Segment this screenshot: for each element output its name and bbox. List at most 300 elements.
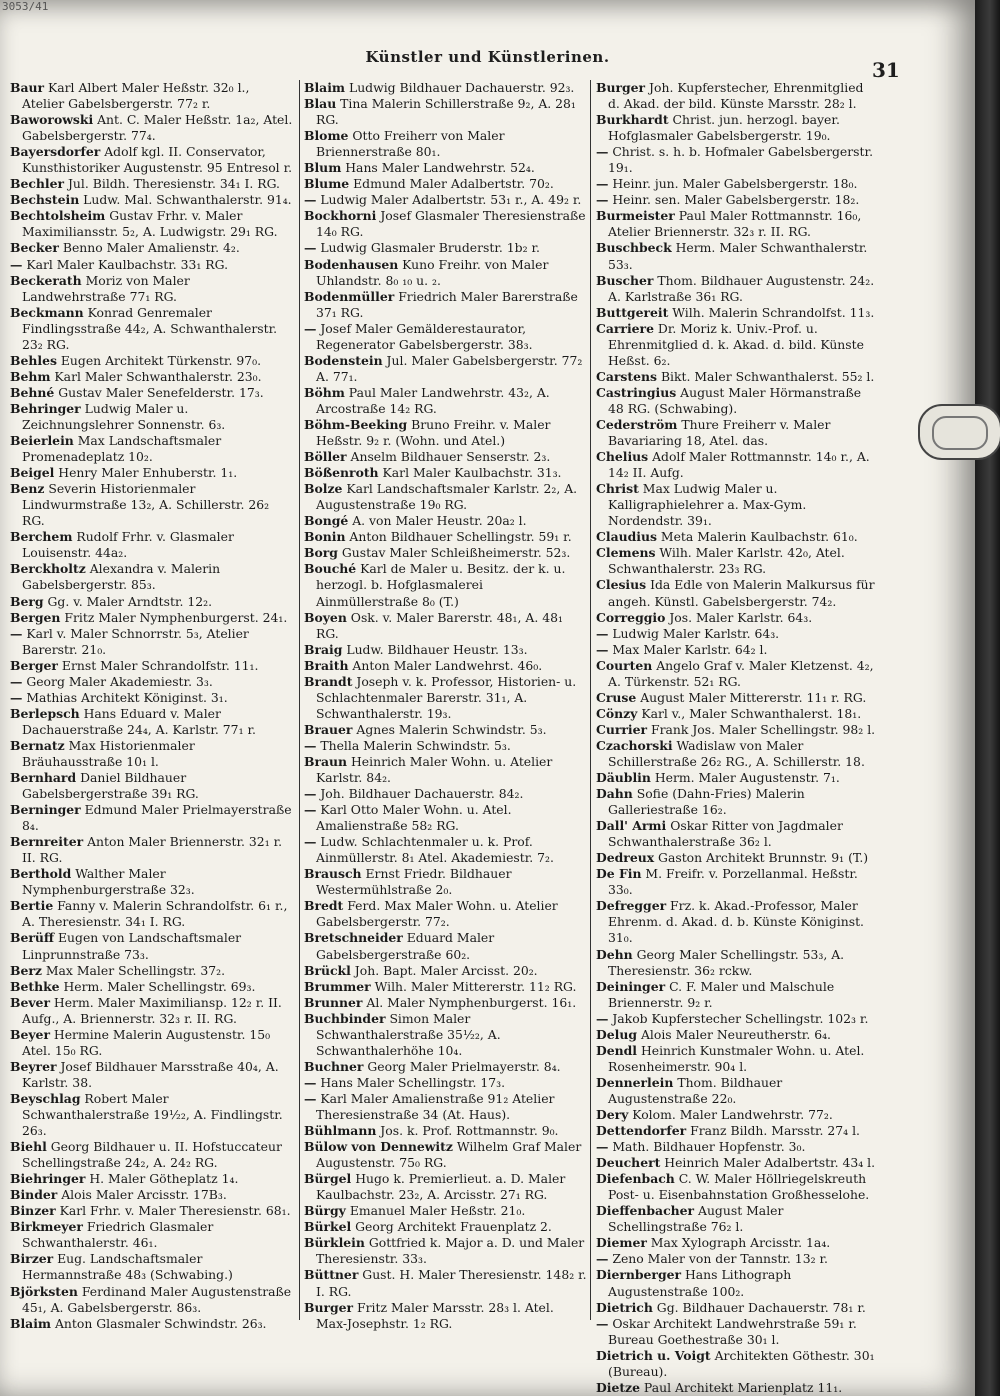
entry-details: Gustav Maler Senefelderstr. 17₃. — [54, 384, 264, 400]
entry-details: Joh. Kupferstecher, Ehrenmitglied d. Akad. der bild. Künste Marsstr. 28₂ l. — [608, 80, 864, 112]
entry-name: Buchbinder — [304, 1010, 386, 1026]
directory-entry — [596, 610, 879, 626]
directory-entry — [596, 273, 879, 305]
directory-entry — [596, 1043, 879, 1075]
directory-entry — [304, 1219, 587, 1235]
directory-entry — [596, 305, 879, 321]
entry-name: Claudius — [596, 529, 657, 545]
directory-entry — [10, 770, 293, 802]
directory-entry — [596, 658, 879, 690]
entry-details: Al. Maler Nymphenburgerst. 16₁. — [362, 994, 577, 1010]
entry-name: Benz — [10, 481, 45, 497]
entry-name: Behm — [10, 368, 51, 384]
entry-name: Blau — [304, 96, 337, 112]
entry-details: Ludw. Bildhauer Heustr. 13₃. — [342, 641, 528, 657]
entry-details: Anton Maler Briennerstr. 32₁ r. II. RG. — [22, 834, 283, 866]
directory-entry — [596, 1075, 879, 1107]
column-divider — [590, 80, 591, 1320]
entry-details: Paul Maler Rottmannstr. 16₀, Atelier Briennerstr. 32₃ r. II. RG. — [608, 208, 862, 240]
directory-entry — [10, 658, 293, 674]
entry-name: Carstens — [596, 368, 657, 384]
directory-entry — [596, 1155, 879, 1171]
directory-entry — [596, 529, 879, 545]
directory-entry — [596, 706, 879, 722]
entry-name: Böhm — [304, 384, 345, 400]
entry-name: — — [10, 673, 23, 689]
entry-name: Bockhorni — [304, 208, 377, 224]
entry-details: Ant. C. Maler Heßstr. 1a₂, Atel. Gabelsbergerstr. 77₄. — [22, 112, 293, 144]
directory-entry — [596, 1316, 879, 1348]
entry-details: Ferd. Max Maler Wohn. u. Atelier Gabelsbergerstr. 77₂. — [316, 898, 558, 930]
entry-name: — — [304, 786, 317, 802]
directory-entry — [596, 192, 879, 208]
entry-name: Bechtolsheim — [10, 208, 106, 224]
directory-entry — [596, 449, 879, 481]
entry-details: Hans Lithograph Augustenstraße 100₂. — [608, 1267, 792, 1299]
entry-details: Wilhelm Graf Maler Augustenstr. 75₀ RG. — [316, 1139, 582, 1171]
entry-name: Becker — [10, 240, 59, 256]
entry-name: Berthold — [10, 866, 72, 882]
directory-entry — [304, 979, 587, 995]
column-2 — [304, 80, 587, 1332]
entry-name: Deuchert — [596, 1155, 661, 1171]
entry-name: Dall' Armi — [596, 818, 667, 834]
directory-entry — [596, 369, 879, 385]
entry-details: Otto Freiherr von Maler Briennerstraße 80₁. — [316, 128, 505, 160]
entry-details: Heinr. sen. Maler Gabelsbergerstr. 18₂. — [608, 192, 860, 208]
entry-details: Gg. v. Maler Arndtstr. 12₂. — [43, 593, 213, 609]
entry-details: Henry Maler Enhuberstr. 1₁. — [54, 465, 238, 481]
entry-name: Correggio — [596, 609, 666, 625]
entry-details: August Maler Mittererstr. 11₁ r. RG. — [636, 689, 867, 705]
entry-details: Ferdinand Maler Augustenstraße 45₁, A. Gabelsbergerstr. 86₃. — [22, 1283, 292, 1315]
directory-entry — [596, 112, 879, 144]
entry-details: Anton Glasmaler Schwindstr. 26₃. — [51, 1315, 267, 1331]
directory-entry — [596, 1107, 879, 1123]
directory-entry — [10, 257, 293, 273]
directory-entry — [304, 1171, 587, 1203]
directory-entry — [10, 802, 293, 834]
entry-details: Agnes Malerin Schwindstr. 5₃. — [352, 721, 547, 737]
entry-name: Blume — [304, 176, 350, 192]
directory-entry — [304, 353, 587, 385]
entry-name: Bredt — [304, 898, 344, 914]
directory-entry — [596, 947, 879, 979]
entry-name: Bülow von Dennewitz — [304, 1139, 453, 1155]
entry-name: — — [304, 1074, 317, 1090]
directory-entry — [10, 144, 293, 176]
directory-entry — [10, 529, 293, 561]
directory-entry — [304, 802, 587, 834]
directory-entry — [10, 1203, 293, 1219]
directory-entry — [304, 786, 587, 802]
entry-details: Herm. Maler Schellingstr. 69₃. — [59, 978, 256, 994]
entry-details: Eug. Landschaftsmaler Hermannstraße 48₃ (Schwabing.) — [22, 1251, 233, 1283]
entry-name: Bayersdorfer — [10, 144, 101, 160]
directory-entry — [596, 545, 879, 577]
entry-details: Karl v., Maler Schwanthalerst. 18₁. — [637, 705, 862, 721]
directory-entry — [304, 289, 587, 321]
entry-details: Georg Architekt Frauenplatz 2. — [351, 1219, 552, 1235]
entry-details: Karl Maler Kaulbachstr. 31₃. — [378, 465, 562, 481]
entry-name: Berchem — [10, 529, 73, 545]
entry-name: Berger — [10, 657, 58, 673]
entry-details: Edmund Maler Adalbertstr. 70₂. — [349, 176, 554, 192]
directory-entry — [596, 722, 879, 738]
entry-name: Dietrich u. Voigt — [596, 1347, 711, 1363]
entry-name: Büttner — [304, 1267, 359, 1283]
directory-entry — [10, 610, 293, 626]
directory-entry — [10, 273, 293, 305]
directory-entry — [10, 738, 293, 770]
entry-details: Karl Frhr. v. Maler Theresienstr. 68₁. — [55, 1203, 291, 1219]
entry-details: Daniel Bildhauer Gabelsbergerstraße 39₁ RG. — [22, 770, 199, 802]
entry-details: Joh. Bapt. Maler Arcisst. 20₂. — [350, 962, 538, 978]
entry-details: Karl Maler Kaulbachstr. 33₁ RG. — [22, 256, 229, 272]
entry-name: Blaim — [304, 80, 346, 95]
entry-details: August Maler Schellingstraße 76₂ l. — [608, 1203, 784, 1235]
directory-entry — [304, 80, 587, 96]
entry-name: Behringer — [10, 400, 81, 416]
entry-name: Diefenbach — [596, 1171, 675, 1187]
directory-entry — [596, 738, 879, 770]
directory-entry — [304, 513, 587, 529]
entry-details: Architekten Göthestr. 30₁ (Bureau). — [608, 1347, 875, 1379]
entry-details: Friedrich Glasmaler Schwanthalerstr. 46₁. — [22, 1219, 214, 1251]
directory-entry — [596, 1300, 879, 1316]
directory-entry — [10, 995, 293, 1027]
entry-name: Beyrer — [10, 1058, 57, 1074]
entry-name: Bergen — [10, 609, 61, 625]
entry-name: — — [596, 192, 609, 208]
directory-entry — [10, 481, 293, 529]
entry-details: Gustav Maler Schleißheimerstr. 52₃. — [337, 545, 571, 561]
directory-entry — [304, 963, 587, 979]
directory-entry — [304, 738, 587, 754]
entry-details: Paul Maler Landwehrstr. 43₂, A. Arcostraße 14₂ RG. — [316, 384, 550, 416]
entry-name: Berckholtz — [10, 561, 86, 577]
entry-details: Joseph v. k. Professor, Historien- u. Schlachtenmaler Barerstr. 31₁, A. Schwanthalerstr. 19₃. — [316, 673, 577, 721]
entry-details: Josef Glasmaler Theresienstraße 14₀ RG. — [316, 208, 586, 240]
entry-details: Herm. Maler Schwanthalerstr. 53₃. — [608, 240, 868, 272]
directory-entry — [10, 1139, 293, 1171]
directory-entry — [10, 192, 293, 208]
entry-details: Jos. Maler Karlstr. 64₃. — [665, 609, 813, 625]
entry-details: Oskar Ritter von Jagdmaler Schwanthalerstraße 36₂ l. — [608, 818, 843, 850]
directory-entry — [10, 690, 293, 706]
directory-entry — [596, 979, 879, 1011]
directory-entry — [10, 898, 293, 930]
directory-entry — [596, 1171, 879, 1203]
entry-name: Borg — [304, 545, 338, 561]
entry-name: Dehn — [596, 946, 633, 962]
entry-details: A. von Maler Heustr. 20a₂ l. — [348, 513, 527, 529]
entry-details: Emanuel Maler Heßstr. 21₀. — [345, 1203, 526, 1219]
entry-details: Osk. v. Maler Barerstr. 48₁, A. 48₁ RG. — [316, 609, 563, 641]
entry-name: Buscher — [596, 272, 654, 288]
directory-entry — [10, 433, 293, 465]
directory-entry — [10, 594, 293, 610]
directory-entry — [10, 353, 293, 369]
entry-name: Bretschneider — [304, 930, 403, 946]
entry-details: Friedrich Maler Barerstraße 37₁ RG. — [316, 288, 578, 320]
entry-name: Dendl — [596, 1042, 638, 1058]
entry-name: Brunner — [304, 994, 363, 1010]
entry-details: Edmund Maler Prielmayerstraße 8₄. — [22, 802, 292, 834]
directory-entry — [596, 898, 879, 946]
entry-details: Georg Bildhauer u. II. Hofstuccateur Schellingstraße 24₂, A. 24₂ RG. — [22, 1139, 282, 1171]
directory-entry — [10, 1316, 293, 1332]
entry-name: Defregger — [596, 898, 667, 914]
directory-entry — [304, 240, 587, 256]
directory-entry — [304, 96, 587, 128]
entry-name: Courten — [596, 657, 653, 673]
directory-entry — [10, 1219, 293, 1251]
entry-details: Ernst Friedr. Bildhauer Westermühlstraße 2₀. — [316, 866, 512, 898]
entry-details: Bikt. Maler Schwanthalerst. 55₂ l. — [657, 368, 875, 384]
entry-name: Brausch — [304, 866, 362, 882]
entry-name: — — [304, 320, 317, 336]
entry-name: Bernatz — [10, 737, 65, 753]
entry-details: Ludw. Schlachtenmaler u. k. Prof. Ainmüllerstr. 8₁ Atel. Akademiestr. 7₂. — [316, 834, 554, 866]
entry-name: Blum — [304, 160, 342, 176]
entry-details: Georg Maler Akademiestr. 3₃. — [22, 673, 213, 689]
entry-name: Bechler — [10, 176, 65, 192]
entry-name: Berninger — [10, 802, 81, 818]
entry-name: Beigel — [10, 465, 55, 481]
directory-entry — [10, 1091, 293, 1139]
entry-details: Max Maler Karlstr. 64₂ l. — [608, 641, 768, 657]
entry-name: Burger — [304, 1299, 354, 1315]
entry-name: Currier — [596, 721, 648, 737]
directory-entry — [304, 160, 587, 176]
entry-details: Mathias Architekt Königinst. 3₁. — [22, 689, 228, 705]
directory-entry — [304, 1267, 587, 1299]
entry-name: Böller — [304, 449, 347, 465]
directory-entry — [10, 465, 293, 481]
entry-details: Karl v. Maler Schnorrstr. 5₃, Atelier Barerstr. 21₀. — [22, 625, 249, 657]
entry-name: Berg — [10, 593, 44, 609]
entry-details: Alois Maler Neureutherstr. 6₄. — [637, 1026, 831, 1042]
directory-entry — [304, 385, 587, 417]
entry-name: Bühlmann — [304, 1123, 377, 1139]
directory-entry — [596, 208, 879, 240]
entry-details: C. W. Maler Höllriegelskreuth Post- u. Eisenbahnstation Großhesselohe. — [608, 1171, 870, 1203]
entry-details: Gg. Bildhauer Dachauerstr. 78₁ r. — [652, 1299, 866, 1315]
entry-details: Jul. Bildh. Theresienstr. 34₁ I. RG. — [64, 176, 280, 192]
entry-name: Delug — [596, 1026, 638, 1042]
entry-details: Ida Edle von Malerin Malkursus für angeh. Künstl. Gabelsbergerstr. 74₂. — [608, 577, 875, 609]
directory-entry — [304, 561, 587, 609]
entry-name: Bertie — [10, 898, 54, 914]
entry-details: Sofie (Dahn-Fries) Malerin Galleriestraße 16₂. — [608, 786, 805, 818]
entry-details: M. Freifr. v. Porzellanmal. Heßstr. 33₀. — [608, 866, 858, 898]
entry-details: Rudolf Frhr. v. Glasmaler Louisenstr. 44a₂. — [22, 529, 234, 561]
entry-name: — — [596, 1139, 609, 1155]
entry-name: Clemens — [596, 545, 656, 561]
directory-entry — [304, 642, 587, 658]
entry-details: Fritz Maler Marsstr. 28₃ l. Atel. Max-Josephstr. 1₂ RG. — [316, 1299, 554, 1331]
directory-entry — [304, 674, 587, 722]
entry-name: — — [596, 1010, 609, 1026]
entry-name: Baur — [10, 80, 45, 95]
entry-name: Binzer — [10, 1203, 56, 1219]
entry-name: Beckmann — [10, 304, 84, 320]
directory-entry — [10, 401, 293, 433]
entry-details: Ludwig Maler u. Zeichnungslehrer Sonnenstr. 6₃. — [22, 400, 226, 432]
entry-details: Anton Maler Landwehrst. 46₀. — [348, 657, 543, 673]
entry-name: Braith — [304, 657, 349, 673]
entry-details: Eugen Architekt Türkenstr. 97₀. — [56, 352, 262, 368]
entry-name: Dedreux — [596, 850, 655, 866]
entry-name: Berlepsch — [10, 705, 80, 721]
directory-entry — [10, 1187, 293, 1203]
entry-details: C. F. Maler und Malschule Briennerstr. 9₂ r. — [608, 978, 835, 1010]
entry-name: Christ — [596, 481, 639, 497]
directory-entry — [10, 1251, 293, 1283]
directory-entry — [304, 1300, 587, 1332]
entry-details: Hugo k. Premierlieut. a. D. Maler Kaulbachstr. 23₂, A. Arcisstr. 27₁ RG. — [316, 1171, 566, 1203]
directory-entry — [10, 240, 293, 256]
entry-details: Heinrich Kunstmaler Wohn. u. Atel. Rosenheimerstr. 90₄ l. — [608, 1042, 865, 1074]
entry-name: Bodenmüller — [304, 288, 395, 304]
directory-entry — [304, 866, 587, 898]
directory-entry — [304, 545, 587, 561]
entry-details: Hans Eduard v. Maler Dachauerstraße 24₄, A. Karlstr. 77₁ r. — [22, 705, 256, 737]
entry-name: — — [304, 834, 317, 850]
directory-entry — [304, 1139, 587, 1171]
entry-details: Ludwig Maler Karlstr. 64₃. — [608, 625, 780, 641]
entry-name: Dietze — [596, 1379, 640, 1395]
entry-details: Thure Freiherr v. Maler Bavariaring 18, Atel. das. — [608, 416, 831, 449]
entry-name: — — [596, 1315, 609, 1331]
column-3 — [596, 80, 879, 1396]
entry-details: Karl Otto Maler Wohn. u. Atel. Amalienstraße 58₂ RG. — [316, 802, 512, 834]
entry-name: Brummer — [304, 978, 371, 994]
directory-entry — [304, 995, 587, 1011]
entry-name: Boyen — [304, 609, 347, 625]
entry-name: Blaim — [10, 1315, 52, 1331]
entry-details: Max Landschaftsmaler Promenadeplatz 10₂. — [22, 433, 222, 465]
entry-name: De Fin — [596, 866, 642, 882]
entry-details: Alexandra v. Malerin Gabelsbergerstr. 85₃. — [22, 561, 221, 593]
entry-name: Bever — [10, 994, 50, 1010]
entry-name: Böhm-Beeking — [304, 416, 408, 432]
entry-name: — — [304, 737, 317, 753]
entry-name: Braig — [304, 641, 343, 657]
entry-details: Christ. s. h. b. Hofmaler Gabelsbergerstr. 19₁. — [608, 144, 874, 176]
entry-details: Ludwig Maler Adalbertstr. 53₁ r., A. 49₂ r. — [316, 192, 582, 208]
directory-entry — [596, 1203, 879, 1235]
entry-details: H. Maler Götheplatz 1₄. — [85, 1171, 239, 1187]
entry-name: Bodenhausen — [304, 256, 399, 272]
entry-name: Beckerath — [10, 272, 82, 288]
entry-details: Herm. Maler Augustenstr. 7₁. — [650, 770, 840, 786]
entry-details: August Maler Hörmanstraße 48 RG. (Schwabing). — [608, 384, 862, 416]
entry-name: Bodenstein — [304, 352, 383, 368]
directory-entry — [10, 706, 293, 738]
directory-entry — [596, 626, 879, 642]
directory-entry — [10, 385, 293, 401]
page-clip — [918, 404, 1000, 460]
directory-entry — [304, 1075, 587, 1091]
entry-name: — — [304, 1090, 317, 1106]
entry-name: Birkmeyer — [10, 1219, 83, 1235]
entry-details: Heinrich Maler Wohn. u. Atelier Karlstr. 84₂. — [316, 753, 553, 786]
entry-name: — — [304, 192, 317, 208]
entry-details: Hans Maler Schellingstr. 17₃. — [316, 1074, 506, 1090]
directory-entry — [596, 321, 879, 369]
entry-details: Josef Maler Gemälderestaurator, Regenerator Gabelsbergerstr. 38₃. — [316, 320, 533, 352]
entry-name: Björksten — [10, 1283, 78, 1299]
entry-details: Karl de Maler u. Besitz. der k. u. herzogl. b. Hofglasmalerei Ainmüllerstraße 8₀ (T.) — [316, 561, 566, 609]
entry-name: Cederström — [596, 416, 678, 432]
directory-entry — [596, 1251, 879, 1267]
entry-details: Zeno Maler von der Tannstr. 13₂ r. — [608, 1251, 828, 1267]
entry-name: Chelius — [596, 449, 649, 465]
directory-entry — [10, 834, 293, 866]
page-clip-inner — [932, 416, 988, 450]
entry-details: Angelo Graf v. Maler Kletzenst. 4₂, A. Türkenstr. 52₁ RG. — [608, 657, 874, 689]
entry-details: Wilh. Malerin Schrandolfst. 11₃. — [668, 304, 875, 320]
entry-name: Blome — [304, 128, 349, 144]
entry-details: Georg Maler Prielmayerstr. 8₄. — [363, 1058, 561, 1074]
entry-details: Alois Maler Arcisstr. 17B₃. — [57, 1187, 227, 1203]
directory-entry — [596, 1235, 879, 1251]
directory-entry — [10, 208, 293, 240]
entry-details: Gustav Frhr. v. Maler Maximiliansstr. 5₂, A. Ludwigstr. 29₁ RG. — [22, 208, 278, 240]
entry-details: Paul Architekt Marienplatz 11₁. — [639, 1379, 843, 1395]
directory-entry — [596, 690, 879, 706]
entry-name: Diernberger — [596, 1267, 682, 1283]
entry-details: Oskar Architekt Landwehrstraße 59₁ r. Bureau Goethestraße 30₁ l. — [608, 1315, 857, 1347]
entry-details: Adolf Maler Rottmannstr. 14₀ r., A. 14₂ II. Aufg. — [608, 449, 870, 481]
entry-name: Buchner — [304, 1058, 364, 1074]
entry-details: Gust. H. Maler Theresienstr. 148₂ r. I. RG. — [316, 1267, 587, 1299]
directory-entry — [596, 1011, 879, 1027]
entry-details: Thom. Bildhauer Augustenstraße 22₀. — [608, 1074, 783, 1106]
entry-details: Benno Maler Amalienstr. 4₂. — [58, 240, 240, 256]
entry-name: — — [304, 802, 317, 818]
entry-name: Burger — [596, 80, 646, 95]
entry-name: Bechstein — [10, 192, 80, 208]
directory-entry — [304, 930, 587, 962]
entry-details: Ludwig Bildhauer Dachauerstr. 92₃. — [345, 80, 575, 95]
entry-details: Fritz Maler Nymphenburgerst. 24₁. — [60, 609, 288, 625]
entry-details: Max Historienmaler Bräuhausstraße 10₁ l. — [22, 737, 195, 769]
entry-details: Walther Maler Nymphenburgerstraße 32₃. — [22, 866, 195, 898]
directory-entry — [596, 1267, 879, 1299]
entry-details: Moriz von Maler Landwehrstraße 77₁ RG. — [22, 272, 190, 304]
directory-entry — [10, 1027, 293, 1059]
entry-details: Christ. jun. herzogl. bayer. Hofglasmaler Gabelsbergerstr. 19₀. — [608, 112, 840, 144]
entry-name: Biehringer — [10, 1171, 86, 1187]
entry-name: Behles — [10, 352, 57, 368]
entry-details: Eugen von Landschaftsmaler Linprunnstraße 73₃. — [22, 930, 242, 962]
entry-details: Gottfried k. Major a. D. und Maler Theresienstr. 33₃. — [316, 1235, 585, 1267]
entry-details: Hans Maler Landwehrstr. 52₄. — [341, 160, 535, 176]
entry-details: Gaston Architekt Brunnstr. 9₁ (T.) — [654, 850, 869, 866]
entry-name: — — [304, 240, 317, 256]
directory-entry — [596, 1348, 879, 1380]
entry-details: Hermine Malerin Augustenstr. 15₀ Atel. 15₀ RG. — [22, 1026, 271, 1058]
entry-name: Brandt — [304, 673, 353, 689]
entry-details: Max Xylograph Arcisstr. 1a₄. — [646, 1235, 831, 1251]
entry-details: Joh. Bildhauer Dachauerstr. 84₂. — [316, 786, 524, 802]
directory-entry — [304, 257, 587, 289]
entry-details: Math. Bildhauer Hopfenstr. 3₀. — [608, 1139, 806, 1155]
directory-entry — [10, 866, 293, 898]
